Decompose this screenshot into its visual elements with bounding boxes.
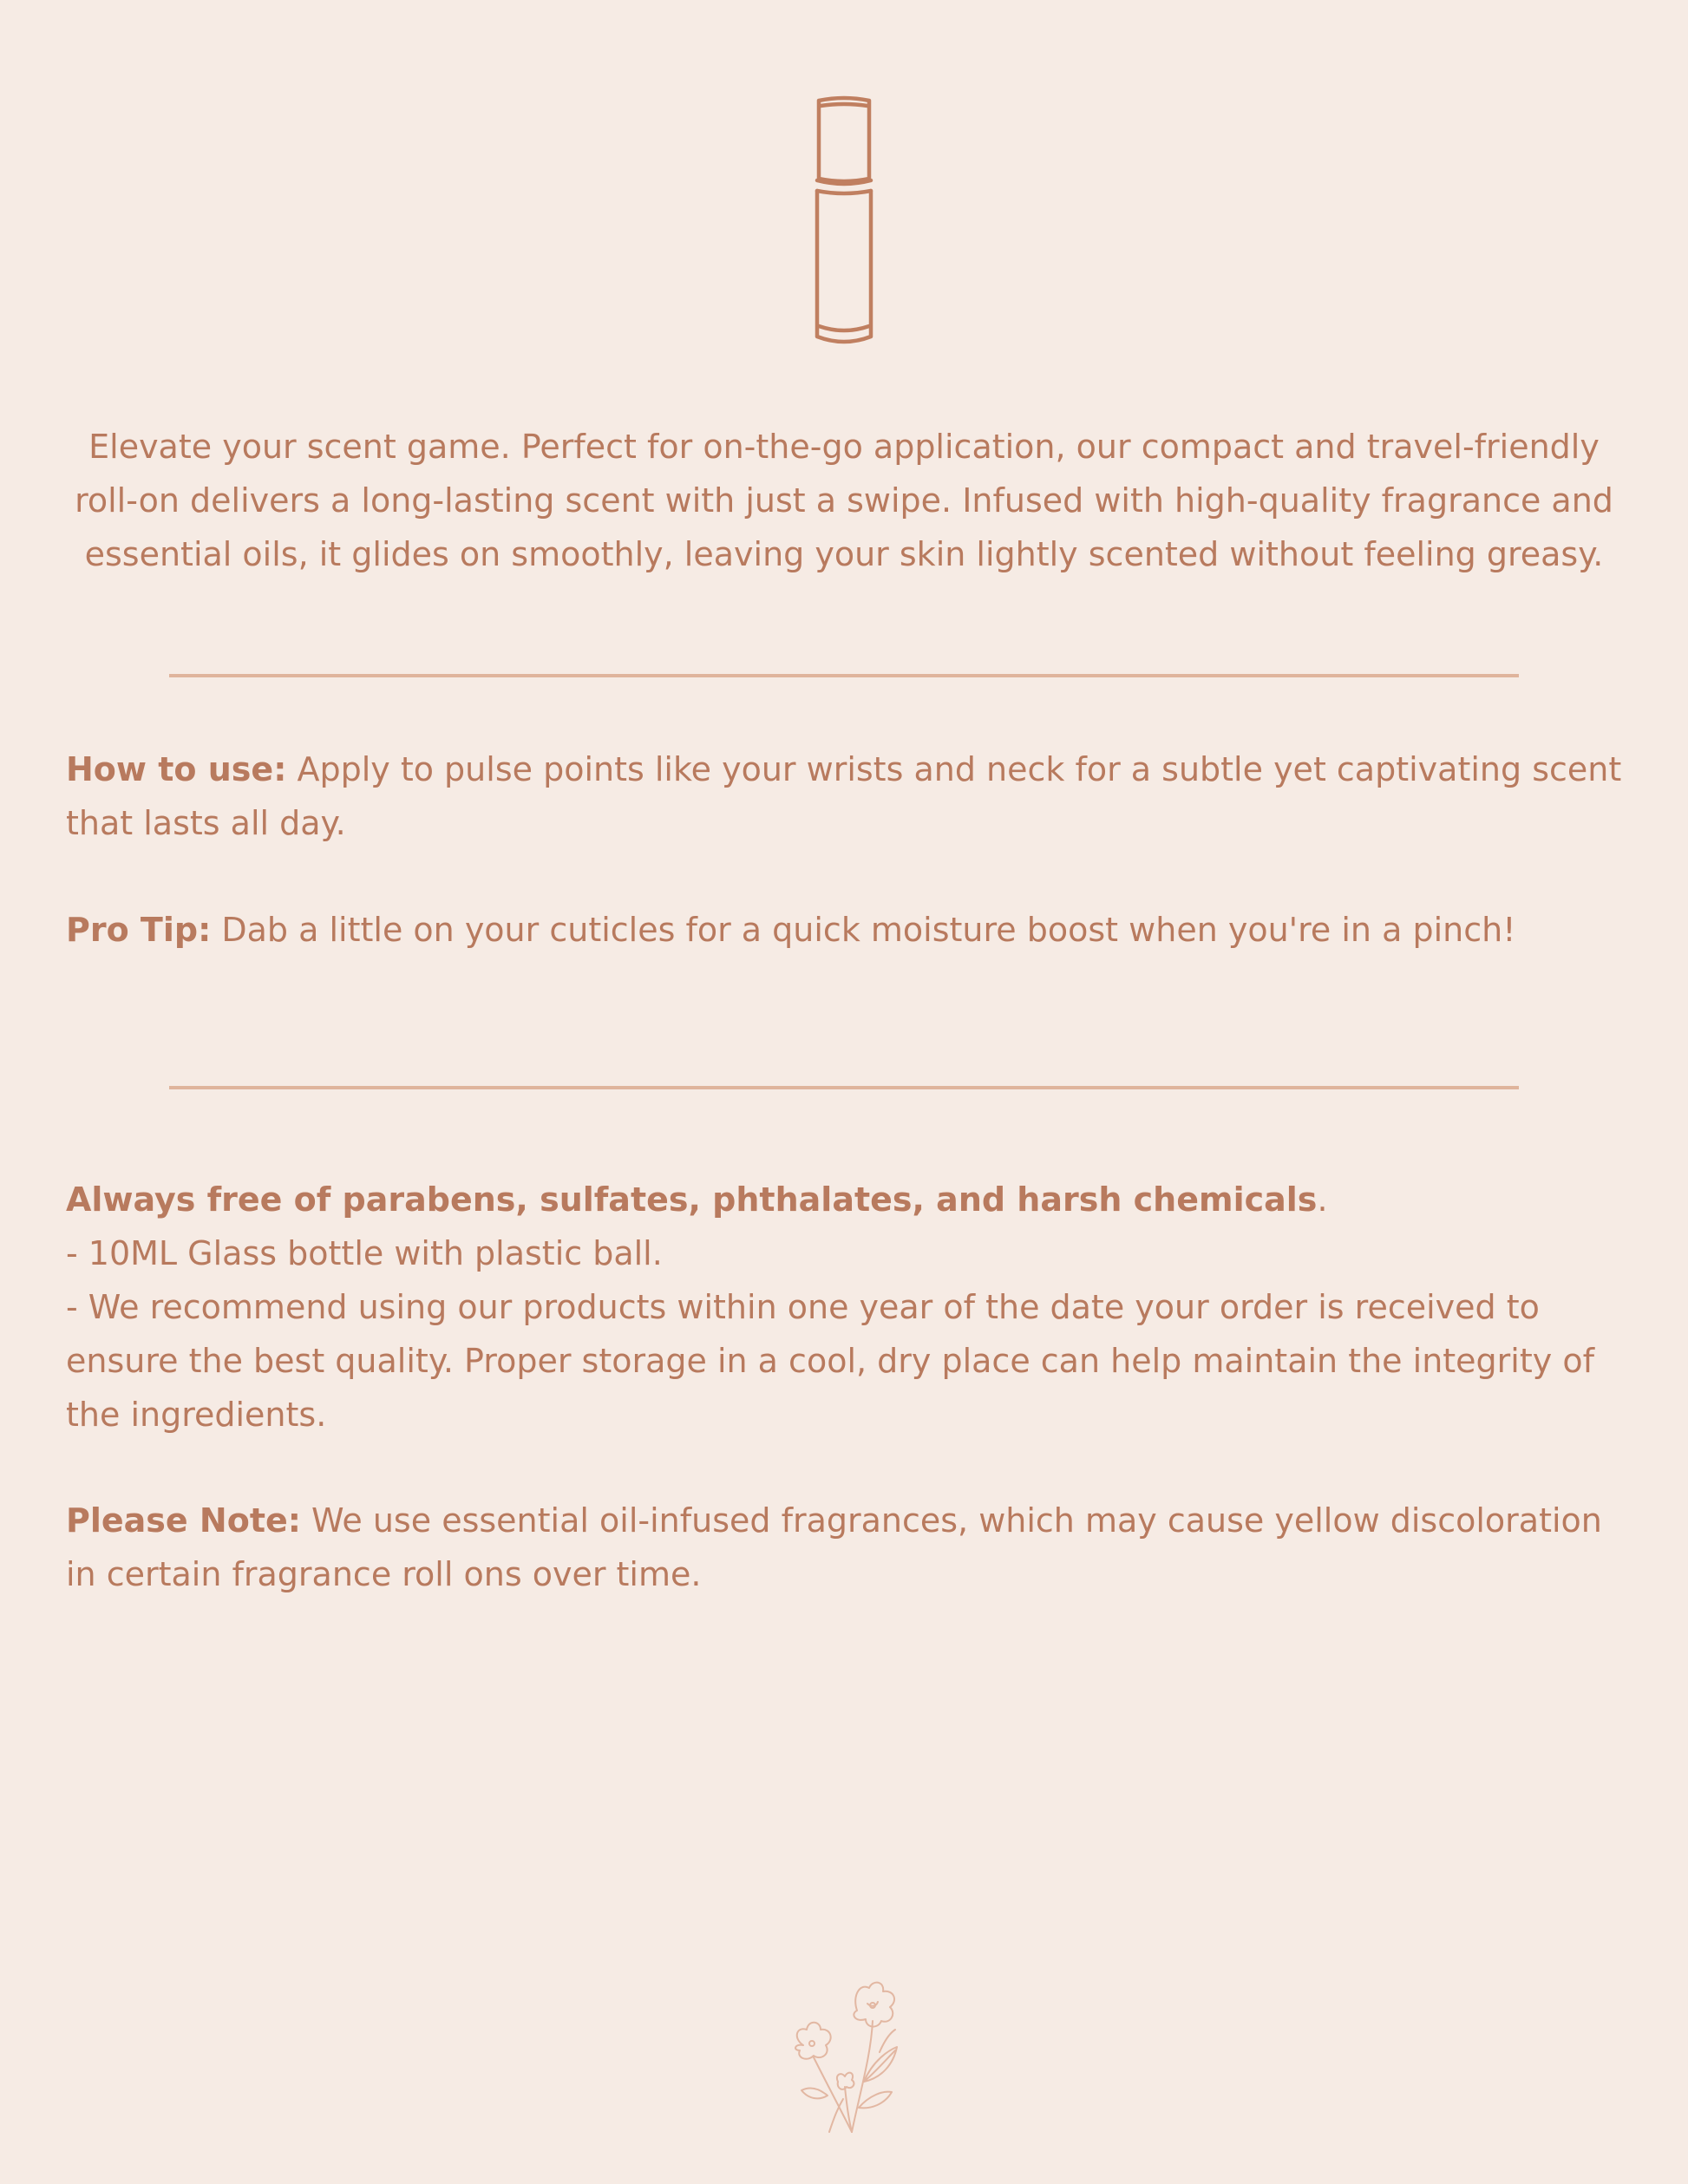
roll-on-bottle-icon — [810, 94, 878, 354]
pro-tip-label: Pro Tip: — [66, 911, 212, 949]
list-item: - 10ML Glass bottle with plastic ball. — [66, 1234, 663, 1272]
free-of-period: . — [1317, 1180, 1328, 1219]
pro-tip-text: Dab a little on your cuticles for a quick moisture boost when you're in a pinch! — [211, 911, 1516, 949]
free-of-heading — [66, 1173, 1627, 1226]
divider-bottom — [169, 1086, 1519, 1089]
list-item: - We recommend using our products within one year of the date your order is received to ensure the best quality. Proper storage in a cool, dry place can help maintain the integrity of the ingredients. — [66, 1288, 1594, 1434]
free-of-section — [66, 1173, 1627, 1442]
product-description: Elevate your scent game. Perfect for on-the-go application, our compact and travel-friendly roll-on delivers a long-lasting scent with just a swipe. Infused with high-quality fragrance and essential oils, it glides on smoothly, leaving your skin lightly scented without feeling greasy. — [75, 428, 1613, 573]
please-note-text: We use essential oil-infused fragrances, which may cause yellow discoloration in certain fragrance roll ons over time. — [66, 1501, 1602, 1593]
how-to-use-label: How to use: — [66, 750, 287, 788]
free-of-label: Always free of parabens, sulfates, phthalates, and harsh chemicals — [66, 1180, 1318, 1219]
how-to-use-text: Apply to pulse points like your wrists and neck for a subtle yet captivating scent that lasts all day. — [66, 750, 1622, 842]
please-note-label: Please Note: — [66, 1501, 301, 1540]
pro-tip-paragraph — [66, 903, 1627, 957]
please-note-paragraph — [66, 1494, 1627, 1601]
divider-top — [169, 674, 1519, 677]
flower-sketch-icon — [777, 1978, 911, 2137]
how-to-use-paragraph — [66, 742, 1627, 850]
